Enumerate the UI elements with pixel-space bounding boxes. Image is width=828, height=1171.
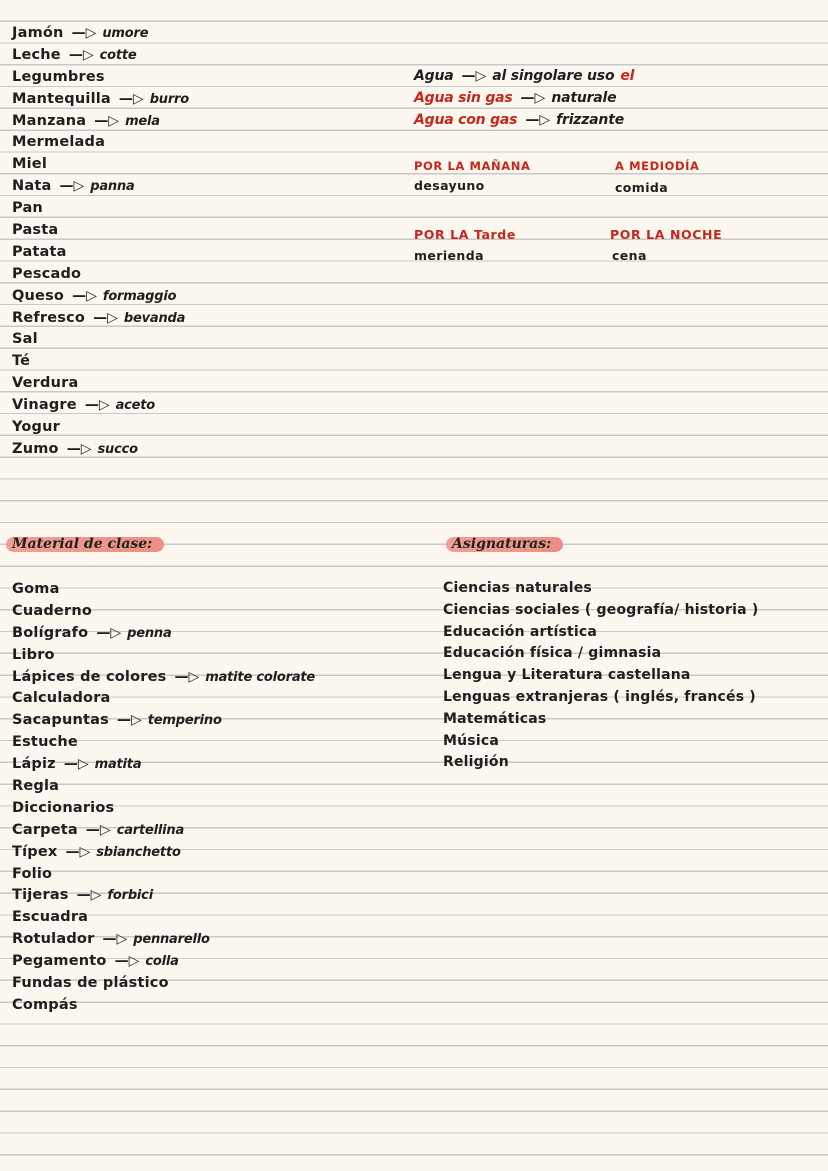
arrow-icon: —▷ [59, 178, 85, 195]
vocab-word: Folio [12, 865, 53, 882]
agua-note: al singolare uso [492, 68, 615, 84]
list-item [12, 244, 189, 266]
list-item [12, 178, 189, 200]
vocab-word: Rotulador [12, 931, 95, 948]
list-item [12, 581, 315, 603]
vocab-word: Vinagre [12, 397, 77, 414]
translation-note: umore [102, 26, 149, 41]
list-item [12, 822, 315, 844]
translation-note: cartellina [116, 822, 185, 838]
list-item [12, 647, 315, 669]
arrow-icon: —▷ [84, 397, 110, 414]
list-item [12, 353, 189, 375]
list-item [12, 953, 315, 975]
meal-noche-value: cena [612, 248, 647, 263]
list-item [12, 756, 315, 778]
list-item [12, 690, 315, 712]
arrow-icon: —▷ [85, 821, 111, 838]
translation-note: temperino [147, 713, 222, 729]
list-item [12, 331, 189, 353]
vocab-word: Legumbres [12, 68, 105, 85]
vocab-word: Té [12, 353, 31, 370]
meal-mediodia-title: A MEDIODÍA [615, 159, 700, 173]
translation-note: cotte [99, 47, 137, 63]
translation-note: colla [145, 954, 179, 970]
translation-note: burro [149, 91, 190, 107]
subject-item: Ciencias sociales ( geografía/ historia ) [443, 601, 759, 618]
arrow-icon: —▷ [72, 287, 97, 304]
agua-con-gas-note: frizzante [556, 112, 624, 128]
vocab-word: Sacapuntas [12, 712, 109, 729]
vocab-word: Mermelada [12, 134, 106, 151]
vocab-word: Goma [12, 581, 60, 597]
arrow-icon: —▷ [71, 25, 97, 41]
vocab-word: Estuche [12, 734, 78, 751]
asignaturas-heading: Asignaturas: [446, 537, 563, 552]
vocab-word: Regla [12, 778, 60, 795]
arrow-icon: —▷ [63, 756, 89, 773]
vocab-word: Diccionarios [12, 799, 115, 816]
arrow-icon: —▷ [76, 887, 102, 904]
list-item [12, 441, 189, 463]
vocab-word: Típex [12, 843, 58, 860]
list-item [12, 91, 189, 113]
vocab-word: Lápiz [12, 756, 56, 773]
vocab-word: Manzana [12, 112, 87, 129]
list-item [12, 866, 315, 888]
arrow-icon: —▷ [94, 112, 120, 129]
translation-note: bevanda [123, 310, 186, 326]
list-item [12, 712, 315, 734]
translation-note: panna [90, 179, 135, 195]
list-item [12, 200, 189, 222]
vocab-word: Nata [12, 178, 52, 195]
agua-line-3 [414, 112, 624, 128]
material-heading: Material de clase: [6, 537, 164, 552]
vocab-word: Leche [12, 46, 61, 63]
vocab-word: Pescado [12, 265, 82, 282]
subject-item: Música [443, 732, 499, 749]
list-item [12, 887, 315, 909]
translation-note: matita [94, 757, 142, 773]
list-item [12, 419, 189, 441]
meal-mediodia-value: comida [615, 180, 669, 195]
arrow-icon: —▷ [102, 931, 128, 948]
arrow-icon: —▷ [68, 46, 94, 63]
list-item [12, 266, 189, 288]
vocab-word: Jamón [12, 25, 64, 41]
list-item [12, 931, 315, 953]
arrow-icon: —▷ [96, 624, 122, 641]
list-item [12, 625, 315, 647]
arrow-icon: —▷ [461, 68, 487, 84]
agua-sin-gas: Agua sin gas [414, 90, 513, 106]
list-item [12, 669, 315, 691]
vocab-word: Compás [12, 996, 78, 1013]
vocab-word: Pasta [12, 222, 59, 239]
list-item [12, 222, 189, 244]
list-item [12, 113, 189, 135]
arrow-icon: —▷ [525, 112, 551, 128]
list-item [12, 156, 189, 178]
agua-word: Agua [414, 68, 454, 84]
list-item [12, 397, 189, 419]
list-item [12, 288, 189, 310]
agua-line-2 [414, 90, 616, 106]
meal-manana-value: desayuno [414, 178, 485, 193]
arrow-icon: —▷ [65, 843, 91, 860]
list-item [12, 603, 315, 625]
arrow-icon: —▷ [174, 668, 200, 685]
list-item [12, 975, 315, 997]
meal-manana-title: POR LA MAÑANA [414, 159, 531, 173]
subject-item: Educación artística [443, 623, 598, 640]
arrow-icon: —▷ [116, 712, 142, 729]
subject-item: Matemáticas [443, 710, 547, 727]
agua-sin-gas-note: naturale [551, 90, 617, 106]
translation-note: matite colorate [205, 669, 316, 685]
vocab-word: Cuaderno [12, 602, 92, 619]
arrow-icon: —▷ [93, 309, 118, 326]
subject-item: Religión [443, 754, 509, 771]
translation-note: mela [125, 113, 160, 129]
vocab-word: Calculadora [12, 690, 111, 707]
arrow-icon: —▷ [520, 90, 546, 106]
list-item [12, 997, 315, 1019]
vocab-word: Zumo [12, 440, 59, 457]
vocab-word: Refresco [12, 309, 86, 326]
subject-item: Lengua y Literatura castellana [443, 667, 691, 684]
vocab-word: Verdura [12, 375, 79, 392]
translation-note: succo [97, 441, 138, 457]
vocab-word: Libro [12, 646, 55, 663]
meal-noche-title: POR LA NOCHE [610, 227, 723, 242]
vocab-word: Bolígrafo [12, 624, 89, 641]
meal-tarde-title: POR LA Tarde [414, 227, 516, 242]
list-item [12, 69, 189, 91]
list-item [12, 134, 189, 156]
list-item [12, 310, 189, 332]
arrow-icon: —▷ [66, 440, 92, 457]
agua-line-1 [414, 68, 634, 84]
vocab-word: Miel [12, 156, 48, 173]
subject-item: Educación física / gimnasia [443, 645, 662, 662]
vocab-word: Tijeras [12, 887, 69, 904]
vocab-word: Mantequilla [12, 90, 111, 107]
subject-item: Ciencias naturales [443, 580, 592, 596]
vocab-word: Pan [12, 200, 43, 217]
translation-note: aceto [115, 398, 156, 414]
vocab-word: Queso [12, 287, 65, 304]
list-item [12, 25, 189, 47]
translation-note: forbici [107, 888, 153, 904]
translation-note: formaggio [102, 288, 177, 304]
list-item [12, 909, 315, 931]
vocab-word: Carpeta [12, 821, 78, 838]
list-item [12, 734, 315, 756]
vocab-word: Escuadra [12, 909, 89, 926]
agua-article: el [620, 68, 635, 84]
list-item [12, 375, 189, 397]
translation-note: penna [127, 625, 172, 641]
vocab-word: Fundas de plástico [12, 975, 169, 992]
list-item [12, 800, 315, 822]
vocab-word: Pegamento [12, 953, 107, 970]
subjects-list [443, 580, 758, 776]
list-item [12, 47, 189, 69]
list-item [12, 778, 315, 800]
translation-note: sbianchetto [96, 844, 181, 860]
subject-item: Lenguas extranjeras ( inglés, francés ) [443, 688, 756, 705]
arrow-icon: —▷ [118, 90, 144, 107]
arrow-icon: —▷ [114, 953, 140, 970]
list-item [12, 844, 315, 866]
vocab-word: Yogur [12, 419, 60, 436]
meal-tarde-value: merienda [414, 248, 484, 263]
vocab-word: Lápices de colores [12, 668, 167, 685]
food-vocabulary-list [12, 25, 189, 463]
agua-con-gas: Agua con gas [414, 112, 518, 128]
translation-note: pennarello [133, 932, 210, 948]
vocab-word: Patata [12, 243, 67, 260]
material-vocabulary-list [12, 581, 315, 1019]
vocab-word: Sal [12, 331, 38, 348]
